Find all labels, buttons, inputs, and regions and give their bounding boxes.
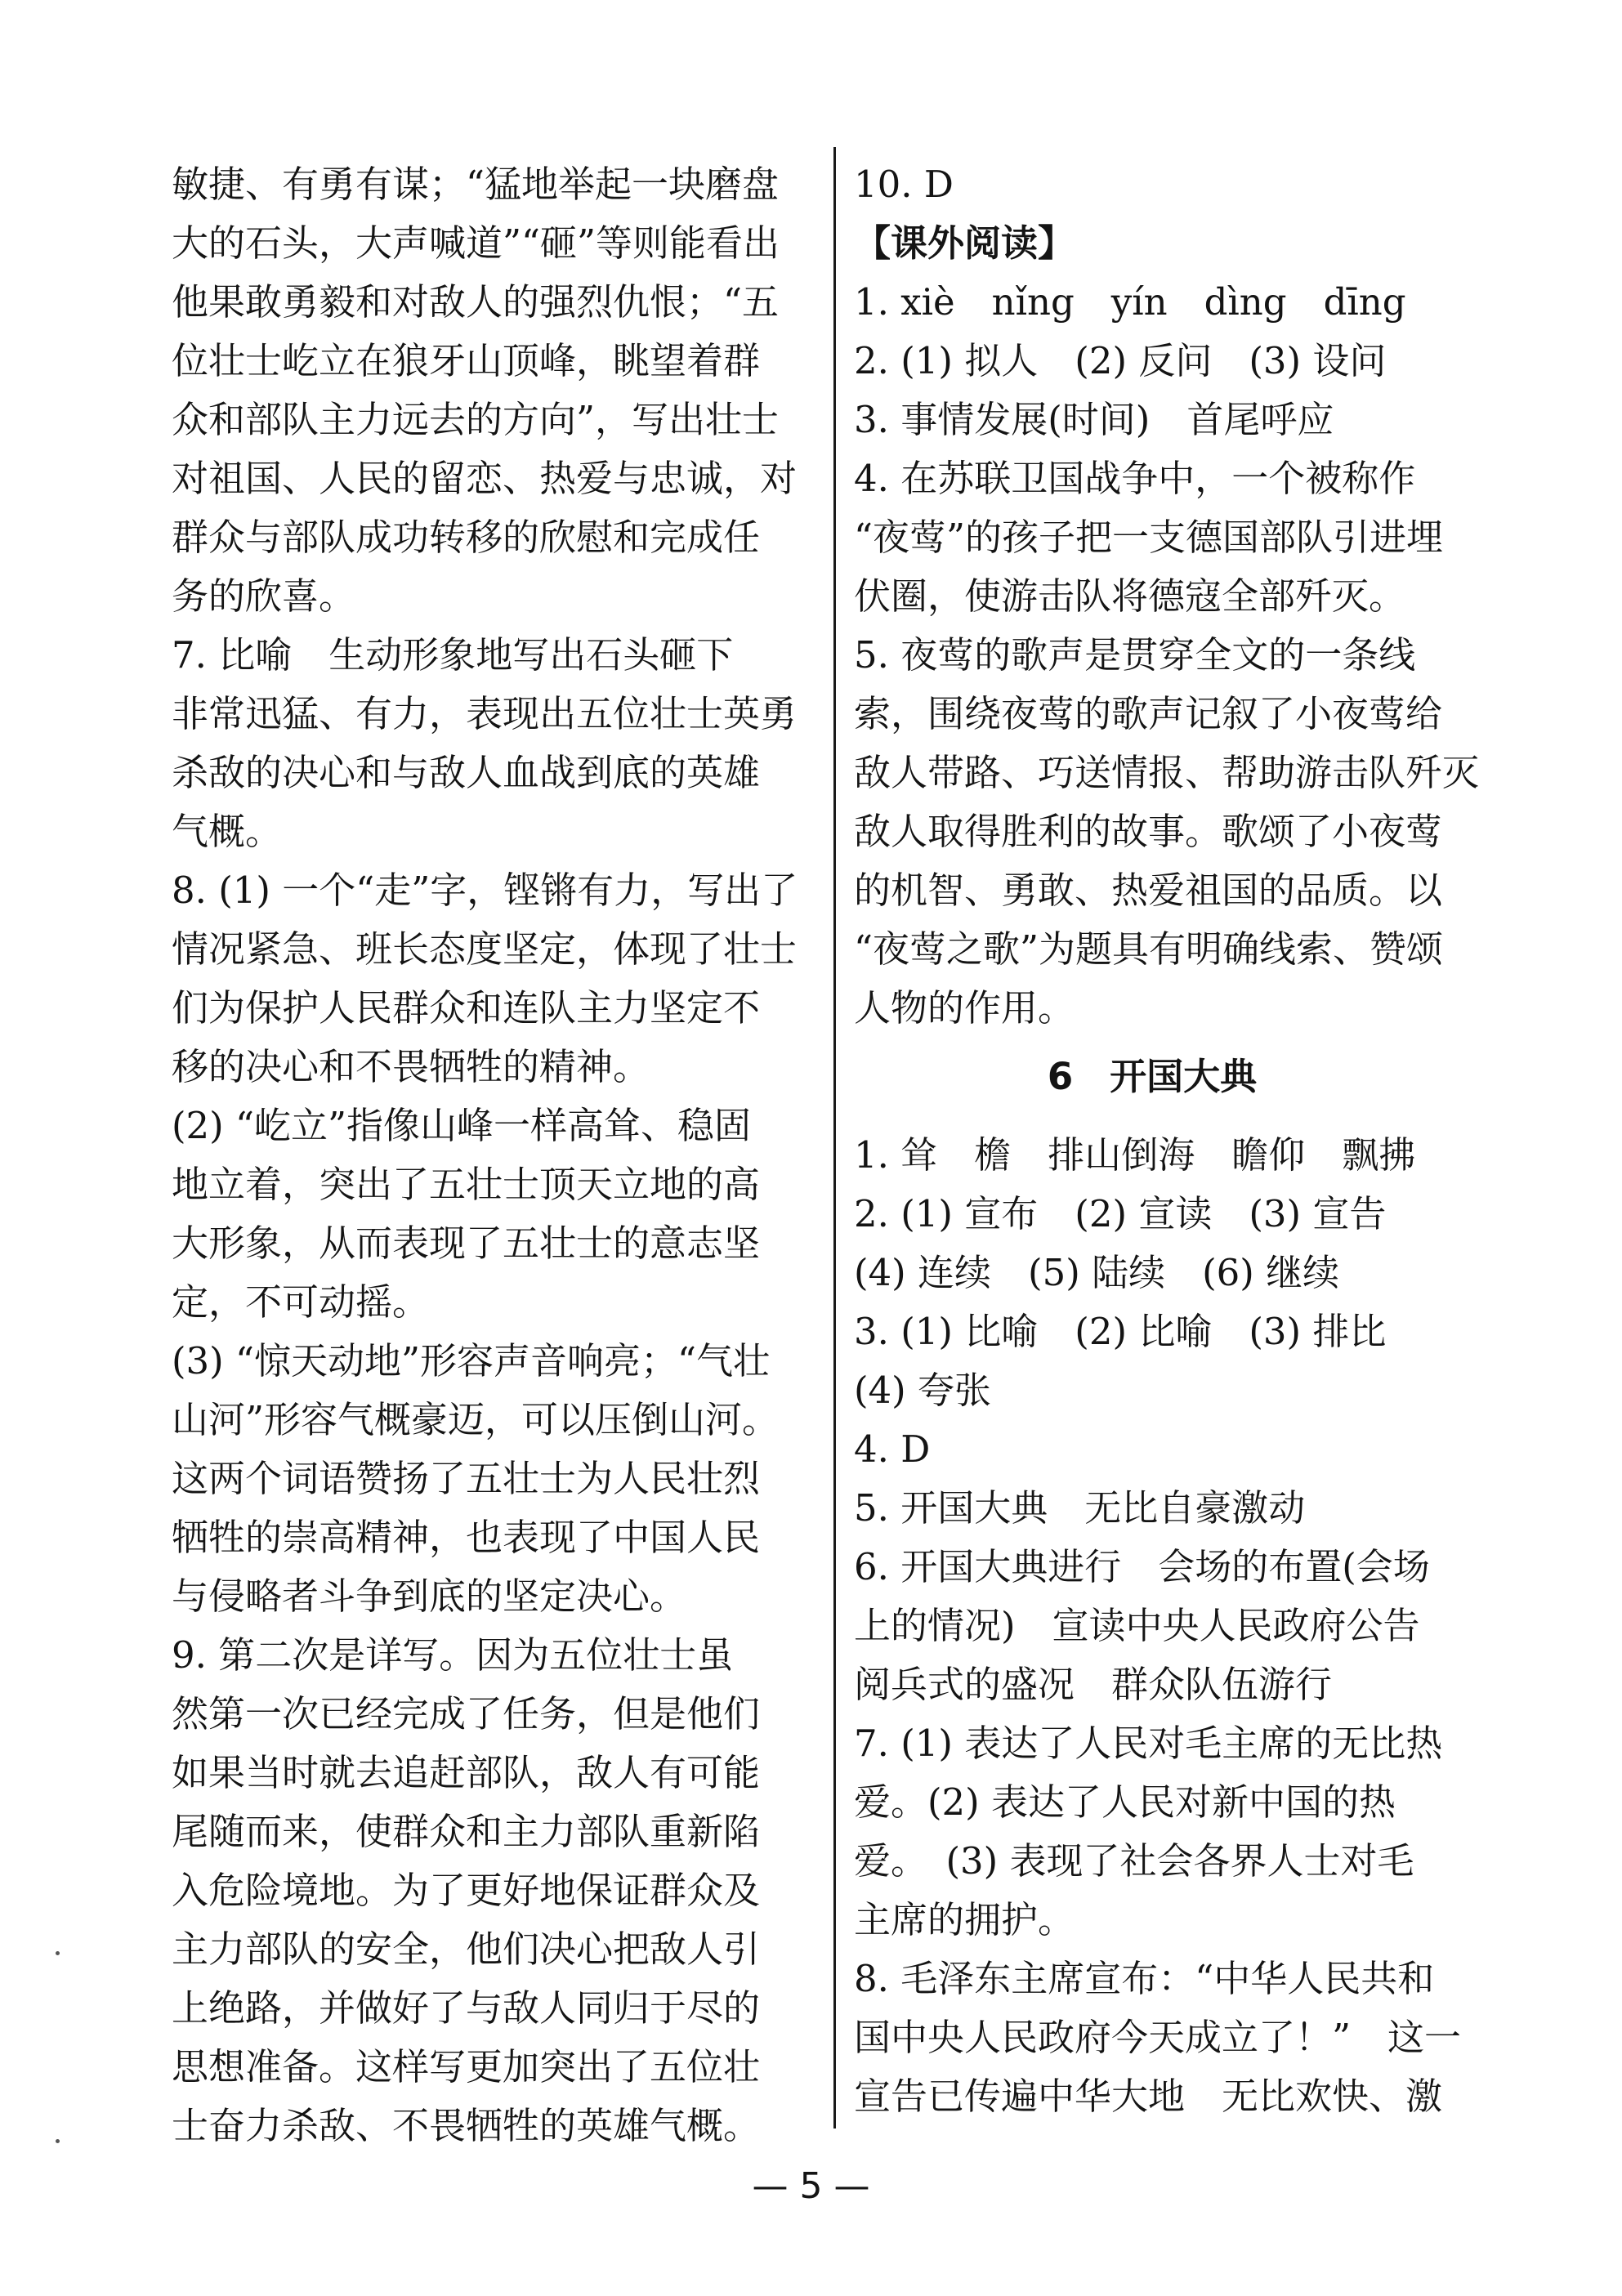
text-line: (4) 连续 (5) 陆续 (6) 继续 (854, 1251, 1340, 1294)
text-line: 们为保护人民群众和连队主力坚定不 (172, 986, 761, 1030)
text-line: 大的石头，大声喊道”“砸”等则能看出 (172, 221, 780, 265)
section-heading: 6 开国大典 (1047, 1055, 1258, 1098)
text-line: 8. 毛泽东主席宣布：“中华人民共和 (854, 1957, 1435, 2000)
text-line: 牺牲的崇高精神，也表现了中国人民 (172, 1516, 761, 1559)
text-line: 与侵略者斗争到底的坚定决心。 (172, 1575, 687, 1618)
text-line: 杀敌的决心和与敌人血战到底的英雄 (172, 751, 761, 794)
scan-speck (56, 2139, 60, 2143)
page-number: — 5 — (752, 2165, 870, 2207)
text-line: 4. 在苏联卫国战争中，一个被称作 (854, 457, 1416, 500)
text-line: 5. 夜莺的歌声是贯穿全文的一条线 (854, 633, 1416, 677)
text-line: 敌人取得胜利的故事。歌颂了小夜莺 (854, 810, 1443, 853)
text-line: 众和部队主力远去的方向”，写出壮士 (172, 398, 780, 441)
column-divider (833, 147, 836, 2128)
scan-speck (56, 1951, 60, 1955)
text-line: 入危险境地。为了更好地保证群众及 (172, 1869, 761, 1912)
text-line: 敌人带路、巧送情报、帮助游击队歼灭 (854, 751, 1480, 794)
text-line: (4) 夸张 (854, 1369, 992, 1412)
text-line: 国中央人民政府今天成立了！” 这一 (854, 2016, 1462, 2059)
text-line: 敏捷、有勇有谋；“猛地举起一块磨盘 (172, 163, 780, 206)
text-line: 然第一次已经完成了任务，但是他们 (172, 1692, 761, 1735)
text-line: 爱。(2) 表达了人民对新中国的热 (854, 1780, 1396, 1824)
text-line: 上绝路，并做好了与敌人同归于尽的 (172, 1986, 761, 2030)
text-line: 伏圈，使游击队将德寇全部歼灭。 (854, 574, 1406, 618)
text-line: 1. xiè nǐng yín dìng dīng (854, 280, 1406, 324)
text-line: 地立着，突出了五壮士顶天立地的高 (172, 1163, 761, 1206)
text-line: 非常迅猛、有力，表现出五位壮士英勇 (172, 692, 798, 735)
text-line: 爱。 (3) 表现了社会各界人士对毛 (854, 1839, 1414, 1883)
text-line: 这两个词语赞扬了五壮士为人民壮烈 (172, 1457, 761, 1500)
text-line: “夜莺之歌”为题具有明确线索、赞颂 (854, 927, 1444, 971)
text-line: 移的决心和不畏牺牲的精神。 (172, 1045, 650, 1088)
text-line: 山河”形容气概豪迈，可以压倒山河。 (172, 1398, 780, 1441)
text-line: 4. D (854, 1427, 931, 1471)
text-line: 7. 比喻 生动形象地写出石头砸下 (172, 633, 734, 677)
text-line: 主力部队的安全，他们决心把敌人引 (172, 1927, 761, 1971)
text-line: 1. 耸 檐 排山倒海 瞻仰 飘拂 (854, 1133, 1416, 1177)
text-line: 索，围绕夜莺的歌声记叙了小夜莺给 (854, 692, 1443, 735)
text-line: 定，不可动摇。 (172, 1280, 430, 1324)
text-line: (2) “屹立”指像山峰一样高耸、稳固 (172, 1104, 752, 1147)
text-line: 3. 事情发展(时间) 首尾呼应 (854, 398, 1334, 441)
text-line: 3. (1) 比喻 (2) 比喻 (3) 排比 (854, 1310, 1387, 1353)
text-line: 如果当时就去追赶部队，敌人有可能 (172, 1751, 761, 1794)
text-line: 2. (1) 拟人 (2) 反问 (3) 设问 (854, 339, 1387, 382)
text-line: 气概。 (172, 810, 283, 853)
text-line: 位壮士屹立在狼牙山顶峰，眺望着群 (172, 339, 761, 382)
text-line: 9. 第二次是详写。因为五位壮士虽 (172, 1633, 734, 1677)
text-line: 士奋力杀敌、不畏牺牲的英雄气概。 (172, 2104, 761, 2147)
text-line: (3) “惊天动地”形容声音响亮；“气壮 (172, 1339, 771, 1383)
text-line: 情况紧急、班长态度坚定，体现了壮士 (172, 927, 798, 971)
text-line: 他果敢勇毅和对敌人的强烈仇恨；“五 (172, 280, 780, 324)
text-line: 5. 开国大典 无比自豪激动 (854, 1486, 1306, 1530)
text-line: 人物的作用。 (854, 986, 1075, 1030)
text-line: 群众与部队成功转移的欣慰和完成任 (172, 516, 761, 559)
text-line: 阅兵式的盛况 群众队伍游行 (854, 1663, 1333, 1706)
text-line: 务的欣喜。 (172, 574, 356, 618)
text-line: 宣告已传遍中华大地 无比欢快、激 (854, 2075, 1443, 2118)
text-line: 8. (1) 一个“走”字，铿锵有力，写出了 (172, 869, 798, 912)
section-label: 【课外阅读】 (854, 221, 1075, 265)
text-line: 7. (1) 表达了人民对毛主席的无比热 (854, 1722, 1443, 1765)
text-line: 尾随而来，使群众和主力部队重新陷 (172, 1810, 761, 1853)
text-line: 2. (1) 宣布 (2) 宣读 (3) 宣告 (854, 1192, 1387, 1235)
text-line: 主席的拥护。 (854, 1898, 1075, 1941)
text-line: “夜莺”的孩子把一支德国部队引进埋 (854, 516, 1444, 559)
text-line: 对祖国、人民的留恋、热爱与忠诚，对 (172, 457, 798, 500)
text-line: 上的情况) 宣读中央人民政府公告 (854, 1604, 1420, 1647)
text-line: 的机智、勇敢、热爱祖国的品质。以 (854, 869, 1443, 912)
text-line: 思想准备。这样写更加突出了五位壮 (172, 2045, 761, 2088)
text-line: 6. 开国大典进行 会场的布置(会场 (854, 1545, 1430, 1588)
text-line: 大形象，从而表现了五壮士的意志坚 (172, 1222, 761, 1265)
text-line: 10. D (854, 163, 954, 206)
